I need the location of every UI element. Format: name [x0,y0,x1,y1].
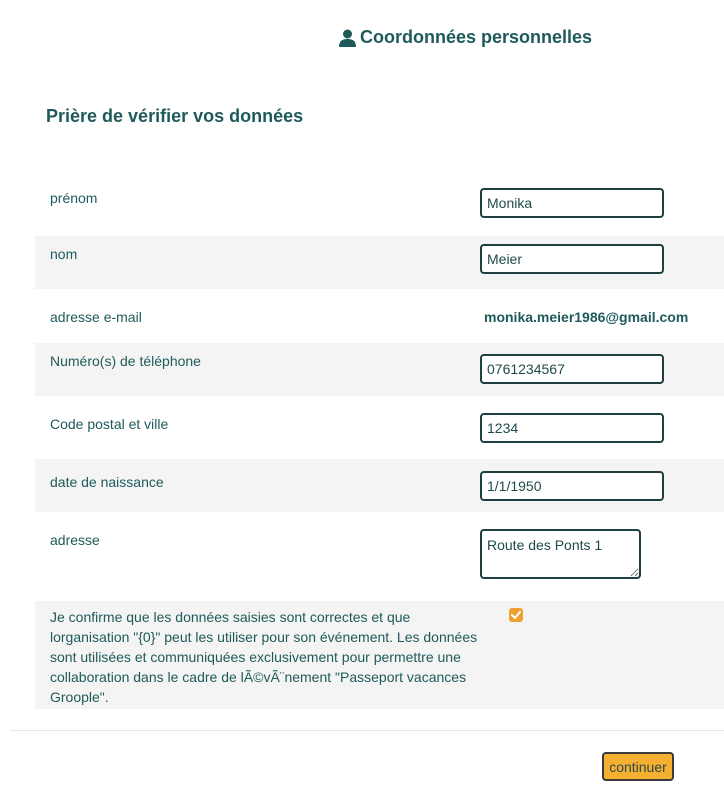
birthdate-input[interactable] [480,471,664,501]
birthdate-label: date de naissance [50,474,164,490]
firstname-input[interactable] [480,188,664,218]
checkmark-icon [511,611,521,619]
row-lastname [35,236,724,289]
row-email [35,289,724,343]
email-label: adresse e-mail [50,309,142,325]
footer-divider [10,730,724,731]
row-phone [35,343,724,396]
consent-checkbox[interactable] [509,608,523,622]
phone-input[interactable] [480,354,664,384]
lastname-input[interactable] [480,244,664,274]
row-consent [35,601,724,709]
email-value: monika.meier1986@gmail.com [484,309,689,325]
lastname-label: nom [50,246,78,262]
address-label: adresse [50,532,100,548]
row-birthdate [35,459,724,512]
firstname-label: prénom [50,190,98,206]
user-icon [339,29,356,47]
row-address [35,512,724,601]
page-header [339,27,592,48]
page-title: Coordonnées personnelles [360,27,593,47]
row-firstname [35,180,724,236]
postal-label: Code postal et ville [50,416,169,432]
continue-button[interactable]: continuer [602,752,674,781]
phone-label: Numéro(s) de téléphone [50,353,201,369]
row-postal [35,396,724,459]
address-textarea[interactable] [480,529,641,579]
form-subtitle: Prière de vérifier vos données [46,106,304,126]
postal-input[interactable] [480,413,664,443]
consent-text: Je confirme que les données saisies sont correctes et que lorganisation "{0}" peut les utiliser pour son événement. Les données sont utilisées et communiquées exclusivement pour permettre une collaboration dans le cadre de lÃ©vÃ¨nement "Passeport vacances Groople". [50,609,478,705]
